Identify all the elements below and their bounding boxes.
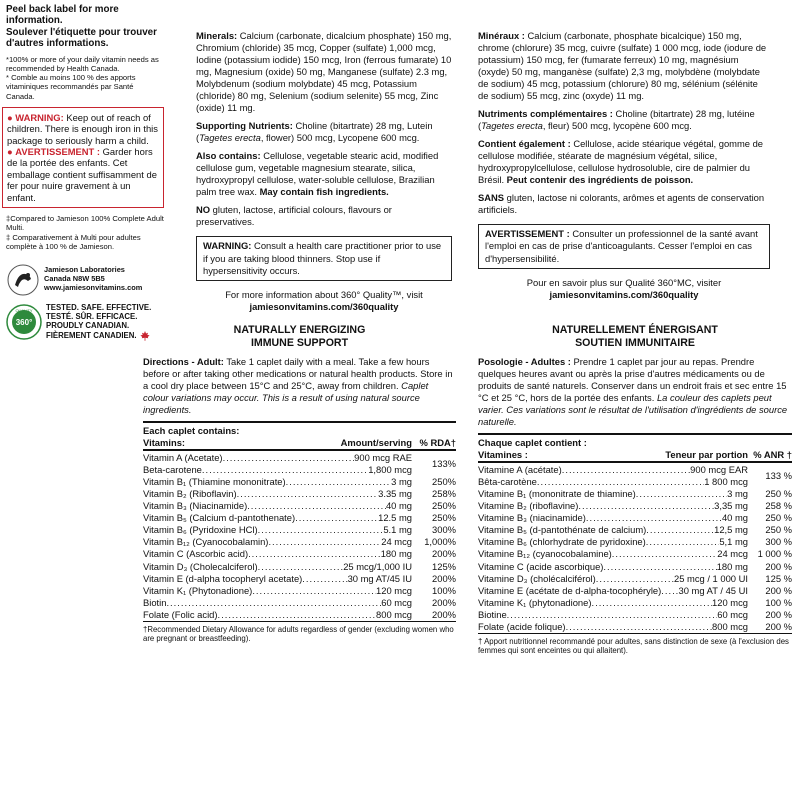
- tested-line: FIÈREMENT CANADIEN.: [46, 331, 137, 341]
- row-name: Vitamine B₃ (niacinamide): [478, 512, 586, 524]
- row-lead: [478, 476, 748, 488]
- row-amount: 180 mg: [380, 548, 412, 560]
- table-row: [478, 524, 792, 536]
- leader-dots: [603, 561, 716, 573]
- row-percent: 200 %: [765, 620, 792, 632]
- table-row: [478, 548, 792, 560]
- row-lead: [143, 536, 412, 548]
- each-caplet-en: Each caplet contains:: [143, 425, 240, 437]
- leader-dots: [646, 536, 720, 548]
- leader-dots: [258, 524, 384, 536]
- quality-seal-block: [6, 303, 164, 341]
- row-amount: 24 mcg: [717, 548, 748, 560]
- row-name: Vitamin B₁ (Thiamine mononitrate): [143, 476, 286, 488]
- table-row: [143, 561, 456, 573]
- table-row: [143, 609, 456, 621]
- row-amount: 25 mcg / 1 000 UI: [674, 572, 748, 584]
- table-row: [143, 524, 456, 536]
- leader-dots: [562, 464, 690, 476]
- leader-dots: [248, 548, 381, 560]
- table-row: [143, 500, 456, 512]
- row-amount: 3 mg: [391, 476, 412, 488]
- left-info-column: [6, 4, 164, 341]
- directions-en: Directions - Adult: Take 1 caplet daily with a meal. Take a few hours before or after taking other medications or natural health products. Store in a cool dry place between 15°C and 25°C, away from children. Caplet colour variations may occur. This is a result of using natural source ingredients.: [143, 356, 453, 416]
- row-lead: [143, 585, 412, 597]
- daily-needs-note-fr: * Comble au moins 100 % des apports vitaminiques recommandés par Santé Canada.: [6, 73, 136, 101]
- row-lead: [478, 597, 748, 609]
- row-lead: [478, 573, 748, 585]
- more-info-en: For more information about 360° Quality™, visit jamiesonvitamins.com/360quality: [196, 289, 452, 313]
- row-percent: 200 %: [765, 608, 792, 620]
- table-row: [478, 597, 792, 609]
- dropper-logo-icon: [6, 263, 40, 297]
- row-lead: [478, 548, 748, 560]
- row-lead: [143, 500, 412, 512]
- iron-warning-box: [2, 107, 164, 209]
- row-amount: 30 mg AT / 45 UI: [678, 584, 748, 596]
- no-ingredients-en: NO gluten, lactose, artificial colours, flavours or preservatives.: [196, 204, 392, 228]
- english-supplement-facts: [143, 324, 456, 643]
- row-percent: 200%: [432, 572, 456, 584]
- row-percent: 125%: [432, 560, 456, 572]
- more-info-fr: Pour en savoir plus sur Qualité 360°MC, visiter jamiesonvitamins.com/360quality: [478, 277, 770, 301]
- heading-en: [143, 324, 456, 349]
- row-lead: [143, 609, 412, 621]
- row-percent: 250%: [432, 512, 456, 524]
- row-lead: [478, 585, 748, 597]
- leader-dots: [295, 512, 378, 524]
- row-percent: 1 000 %: [757, 548, 792, 560]
- table-row: [143, 536, 456, 548]
- row-lead: [143, 597, 412, 609]
- row-percent: 300%: [432, 524, 456, 536]
- footnote-en: †Recommended Dietary Allowance for adults regardless of gender (excluding women who are pregnant or breastfeeding).: [143, 624, 454, 643]
- table-row: [478, 573, 792, 585]
- row-amount: 800 mcg: [376, 608, 412, 620]
- row-lead: [143, 548, 412, 560]
- row-amount: 3,35 mg: [714, 500, 748, 512]
- comparison-note-fr: ‡ Comparativement à Multi pour adultes complète à 100 % de Jamieson.: [6, 232, 141, 251]
- leader-dots: [202, 464, 368, 476]
- heading-line1-en: NATURALLY ENERGIZING: [233, 324, 366, 336]
- row-amount: 12.5 mg: [378, 512, 412, 524]
- peel-back-notice: [6, 4, 164, 49]
- bullet-icon: ●: [7, 146, 13, 158]
- row-percent: 200%: [432, 548, 456, 560]
- supporting-nutrients-fr: Nutriments complémentaires : Choline (bitartrate) 28 mg, lutéine (Tagetes erecta, fleur) 500 mcg, lycopène 600 mcg.: [478, 108, 755, 132]
- row-percent: 300 %: [765, 536, 792, 548]
- leader-dots: [578, 500, 714, 512]
- row-lead: [478, 561, 748, 573]
- leader-dots: [537, 476, 704, 488]
- row-lead: [478, 536, 748, 548]
- leader-dots: [268, 536, 381, 548]
- row-name: Vitamine K₁ (phytonadione): [478, 596, 592, 608]
- comparison-note-en: ‡Compared to Jamieson 100% Complete Adult Multi.: [6, 214, 164, 233]
- row-amount: 3.35 mg: [378, 488, 412, 500]
- leader-dots: [166, 597, 381, 609]
- row-name: Vitamine B₂ (riboflavine): [478, 500, 579, 512]
- table-row: [143, 512, 456, 524]
- leader-dots: [661, 585, 678, 597]
- peel-text-fr: Soulever l'étiquette pour trouver d'autres informations.: [6, 26, 157, 49]
- leader-dots: [596, 573, 674, 585]
- row-percent: 200%: [432, 608, 456, 620]
- leader-dots: [507, 609, 718, 621]
- leader-dots: [612, 548, 717, 560]
- row-name: Vitamine C (acide ascorbique): [478, 560, 604, 572]
- table-row: [478, 585, 792, 597]
- row-percent: 100%: [432, 584, 456, 596]
- vitamin-a-group: [143, 452, 456, 476]
- tested-line: TESTÉ. SÛR. EFFICACE.: [46, 312, 138, 322]
- minerals-en: Minerals: Calcium (carbonate, dicalcium phosphate) 150 mg, Chromium (chloride) 35 mcg, Copper (sulfate) 1,000 mcg, Iodine (potassium iodide) 150 mcg, Iron (ferrous fumarate) 10 mg, Magnesium (oxide) 50 mg, Manganese (sulfate) 2.3 mg, Molybdenum (sodium molybdate) 45 mcg, Potassium (chloride) 80 mg, Selenium (sodium selenite) 55 mcg, Zinc (oxide) 11 mg.: [196, 30, 452, 114]
- row-name: Vitamin B₅ (Calcium d-pantothenate): [143, 512, 296, 524]
- table-row: [478, 621, 792, 633]
- bullet-icon: ●: [7, 111, 13, 123]
- row-amount: 120 mcg: [712, 596, 748, 608]
- tested-line: PROUDLY CANADIAN.: [46, 321, 130, 331]
- footnote-fr: † Apport nutritionnel recommandé pour adultes, sans distinction de sexe (à l'exclusion des femmes qui sont enceintes ou qui allaitent).: [478, 636, 789, 655]
- table-row: [143, 573, 456, 585]
- row-amount: 1 800 mcg: [704, 476, 748, 488]
- leader-dots: [591, 597, 712, 609]
- row-lead: [478, 609, 748, 621]
- minerals-fr: Minéraux : Calcium (carbonate, phosphate bicalcique) 150 mg, chrome (chlorure) 35 mcg, cuivre (sulfate) 1 000 mcg, iode (iodure de potassium) 150 mcg, fer (fumarate ferreux) 10 mg, magnésium (oxyde) 50 mg, manganèse (sulfate) 2,3 mg, molybdène (molybdate de sodium) 45 mcg, potassium (chlorure) 80 mg, sélénium (sélénite de sodium) 55 mcg, zinc (oxyde) 11 mg.: [478, 30, 767, 102]
- row-lead: [478, 488, 748, 500]
- row-name: Vitamin E (d-alpha tocopheryl acetate): [143, 572, 303, 584]
- table-row: [478, 536, 792, 548]
- row-name: Vitamine B₁₂ (cyanocobalamine): [478, 548, 612, 560]
- leader-dots: [566, 621, 712, 633]
- quality-link-en[interactable]: jamiesonvitamins.com/360quality: [249, 300, 399, 312]
- row-lead: [478, 500, 748, 512]
- table-row: [143, 597, 456, 609]
- company-website: www.jamiesonvitamins.com: [44, 283, 143, 293]
- heading-line2-en: IMMUNE SUPPORT: [250, 336, 349, 349]
- leader-dots: [286, 476, 392, 488]
- row-amount: 30 mg AT/45 IU: [347, 572, 412, 584]
- table-row: [478, 488, 792, 500]
- tested-claims: [46, 303, 151, 341]
- nutrition-table-fr: [478, 433, 792, 634]
- row-name: Vitamin K₁ (Phytonadione): [143, 584, 253, 596]
- row-name: Vitamin B₆ (Pyridoxine HCl): [143, 524, 258, 536]
- table-row: [143, 548, 456, 560]
- row-percent: 200%: [432, 596, 456, 608]
- table-header-en: Vitamins: Amount/serving % RDA†: [143, 437, 456, 451]
- row-lead: [143, 524, 412, 536]
- daily-needs-note-en: *100% or more of your daily vitamin needs as recommended by Health Canada.: [6, 55, 159, 74]
- row-name: Beta-carotene: [143, 464, 202, 476]
- table-row: [478, 512, 792, 524]
- row-amount: 1,800 mcg: [368, 464, 412, 476]
- iron-warning-en: ● WARNING: Keep out of reach of children. There is enough iron in this package to seriously harm a child.: [7, 111, 158, 146]
- row-amount: 40 mg: [721, 512, 748, 524]
- row-name: Biotine: [478, 608, 507, 620]
- leader-dots: [252, 585, 376, 597]
- row-lead: [143, 452, 412, 464]
- company-name: Jamieson Laboratories: [44, 265, 125, 275]
- also-contains-en: Also contains: Cellulose, vegetable stearic acid, modified cellulose gum, vegetable magnesium stearate, silica, hydroxypropyl cellulose, water-soluble cellulose, Brazilian palm tree wax. May contain fish ingredients.: [196, 150, 439, 198]
- company-block: [6, 263, 164, 297]
- row-name: Vitamine E (acétate de d-alpha-tocophéryle): [478, 584, 662, 596]
- row-lead: [143, 488, 412, 500]
- row-lead: [143, 464, 412, 476]
- no-ingredients-fr: SANS gluten, lactose ni colorants, arômes et agents de conservation artificiels.: [478, 192, 765, 216]
- supporting-nutrients-en: Supporting Nutrients: Choline (bitartrate) 28 mg, Lutein (Tagetes erecta, flower) 500 mcg, Lycopene 600 mcg.: [196, 120, 433, 144]
- leader-dots: [258, 561, 344, 573]
- french-supplement-facts: [478, 324, 792, 655]
- row-percent: 250 %: [765, 488, 792, 500]
- row-name: Vitamine D₃ (cholécalciférol): [478, 572, 596, 584]
- leader-dots: [223, 452, 355, 464]
- row-percent: 200 %: [765, 560, 792, 572]
- row-percent: 125 %: [765, 572, 792, 584]
- each-caplet-fr: Chaque caplet contient :: [478, 437, 587, 449]
- table-row: [143, 488, 456, 500]
- row-lead: [478, 621, 748, 633]
- heading-fr: [478, 324, 792, 349]
- row-lead: [143, 561, 412, 573]
- row-lead: [143, 476, 412, 488]
- french-ingredients: [478, 30, 770, 301]
- row-amount: 5.1 mg: [383, 524, 412, 536]
- table-row: [143, 476, 456, 488]
- row-percent: 250%: [432, 476, 456, 488]
- row-percent: 1,000%: [424, 536, 456, 548]
- row-name: Biotin: [143, 596, 167, 608]
- row-name: Vitamin C (Ascorbic acid): [143, 548, 249, 560]
- leader-dots: [218, 609, 377, 621]
- table-row: [143, 585, 456, 597]
- company-address: Canada N8W 5B5: [44, 274, 105, 284]
- row-name: Folate (acide folique): [478, 620, 566, 632]
- row-name: Vitamine B₁ (mononitrate de thiamine): [478, 488, 636, 500]
- tested-line: TESTED. SAFE. EFFECTIVE.: [46, 302, 152, 312]
- row-amount: 25 mcg/1,000 IU: [343, 560, 412, 572]
- row-name: Folate (Folic acid): [143, 608, 218, 620]
- row-amount: 60 mcg: [717, 608, 748, 620]
- row-name: Vitamin B₂ (Riboflavin): [143, 488, 237, 500]
- nutrition-table-en: [143, 421, 456, 622]
- row-amount: 40 mg: [385, 500, 412, 512]
- row-percent: 133 %: [765, 470, 792, 482]
- row-amount: 180 mg: [716, 560, 748, 572]
- row-percent: 200 %: [765, 584, 792, 596]
- seal-text: 360°: [15, 317, 33, 327]
- table-row: [478, 500, 792, 512]
- row-percent: 258 %: [765, 500, 792, 512]
- iron-warning-fr: ● AVERTISSEMENT : Garder hors de la portée des enfants. Cet emballage contient suffisamment de fer pour nuire gravement à un enfant.: [7, 146, 157, 203]
- leader-dots: [302, 573, 347, 585]
- row-amount: 24 mcg: [381, 536, 412, 548]
- heading-line2-fr: SOUTIEN IMMUNITAIRE: [575, 336, 695, 349]
- peel-text-en: Peel back label for more information.: [6, 4, 119, 27]
- leader-dots: [586, 512, 722, 524]
- row-lead: [478, 464, 748, 476]
- row-amount: 60 mcg: [381, 596, 412, 608]
- warning-box-en: WARNING: Consult a health care practitioner prior to use if you are taking blood thinners. Stop use if hypersensitivity occurs.: [196, 236, 452, 280]
- warning-box-fr: AVERTISSEMENT : Consulter un professionnel de la santé avant l'emploi en cas de prise d'anticoagulants. Cesser l'emploi en cas d'hypersensibilité.: [478, 224, 770, 268]
- row-name: Vitamin D₃ (Cholecalciferol): [143, 560, 258, 572]
- leader-dots: [646, 524, 714, 536]
- row-name: Vitamin B₃ (Niacinamide): [143, 500, 248, 512]
- 360-quality-seal-icon: [6, 304, 42, 340]
- row-amount: 3 mg: [727, 488, 748, 500]
- row-name: Vitamin A (Acetate): [143, 452, 223, 464]
- leader-dots: [247, 500, 386, 512]
- row-name: Vitamine B₅ (d-pantothénate de calcium): [478, 524, 647, 536]
- row-percent: 250%: [432, 500, 456, 512]
- row-amount: 120 mcg: [376, 584, 412, 596]
- table-row: [478, 561, 792, 573]
- directions-fr: Posologie - Adultes : Prendre 1 caplet par jour au repas. Prendre quelques heures avant ou après la prise d'autres médicaments ou de produits de santé naturels. Conserver dans un endroit frais et sec entre 15 °C et 25 °C, hors de la portée des enfants. La couleur des caplets peut varier. Ces variations sont le résultat de l'utilisation d'ingrédients de source naturelle.: [478, 356, 788, 428]
- row-lead: [478, 524, 748, 536]
- seal-ring-text: QUALITY: [15, 307, 33, 313]
- row-lead: [143, 512, 412, 524]
- row-lead: [478, 512, 748, 524]
- leader-dots: [636, 488, 727, 500]
- row-name: Vitamin B₁₂ (Cyanocobalamin): [143, 536, 269, 548]
- row-name: Bêta-carotène: [478, 476, 537, 488]
- table-header-fr: Vitamines : Teneur par portion % ANR †: [478, 449, 792, 463]
- row-percent: 258%: [432, 488, 456, 500]
- row-amount: 800 mcg: [712, 620, 748, 632]
- vitamin-a-group: [478, 464, 792, 488]
- quality-link-fr[interactable]: jamiesonvitamins.com/360quality: [549, 288, 699, 300]
- row-percent: 133%: [432, 458, 456, 470]
- row-percent: 100 %: [765, 596, 792, 608]
- row-name: Vitamine B₆ (chlorhydrate de pyridoxine): [478, 536, 646, 548]
- also-contains-fr: Contient également : Cellulose, acide stéarique végétal, gomme de cellulose modifiée, stéarate de magnésium végétal, silice, hydroxypropylcellulose, cellulose hydrosoluble, cire de palmier du Brésil. Peut contenir des ingrédients de poisson.: [478, 138, 764, 186]
- leader-dots: [237, 488, 379, 500]
- row-amount: 5,1 mg: [719, 536, 748, 548]
- heading-line1-fr: NATURELLEMENT ÉNERGISANT: [552, 324, 718, 336]
- row-percent: 250 %: [765, 524, 792, 536]
- row-amount: 900 mcg RAE: [354, 452, 412, 464]
- row-lead: [143, 573, 412, 585]
- row-amount: 900 mcg EAR: [690, 464, 748, 476]
- row-name: Vitamine A (acétate): [478, 464, 562, 476]
- row-percent: 250 %: [765, 512, 792, 524]
- english-ingredients: [196, 30, 452, 313]
- row-amount: 12,5 mg: [714, 524, 748, 536]
- table-row: [478, 609, 792, 621]
